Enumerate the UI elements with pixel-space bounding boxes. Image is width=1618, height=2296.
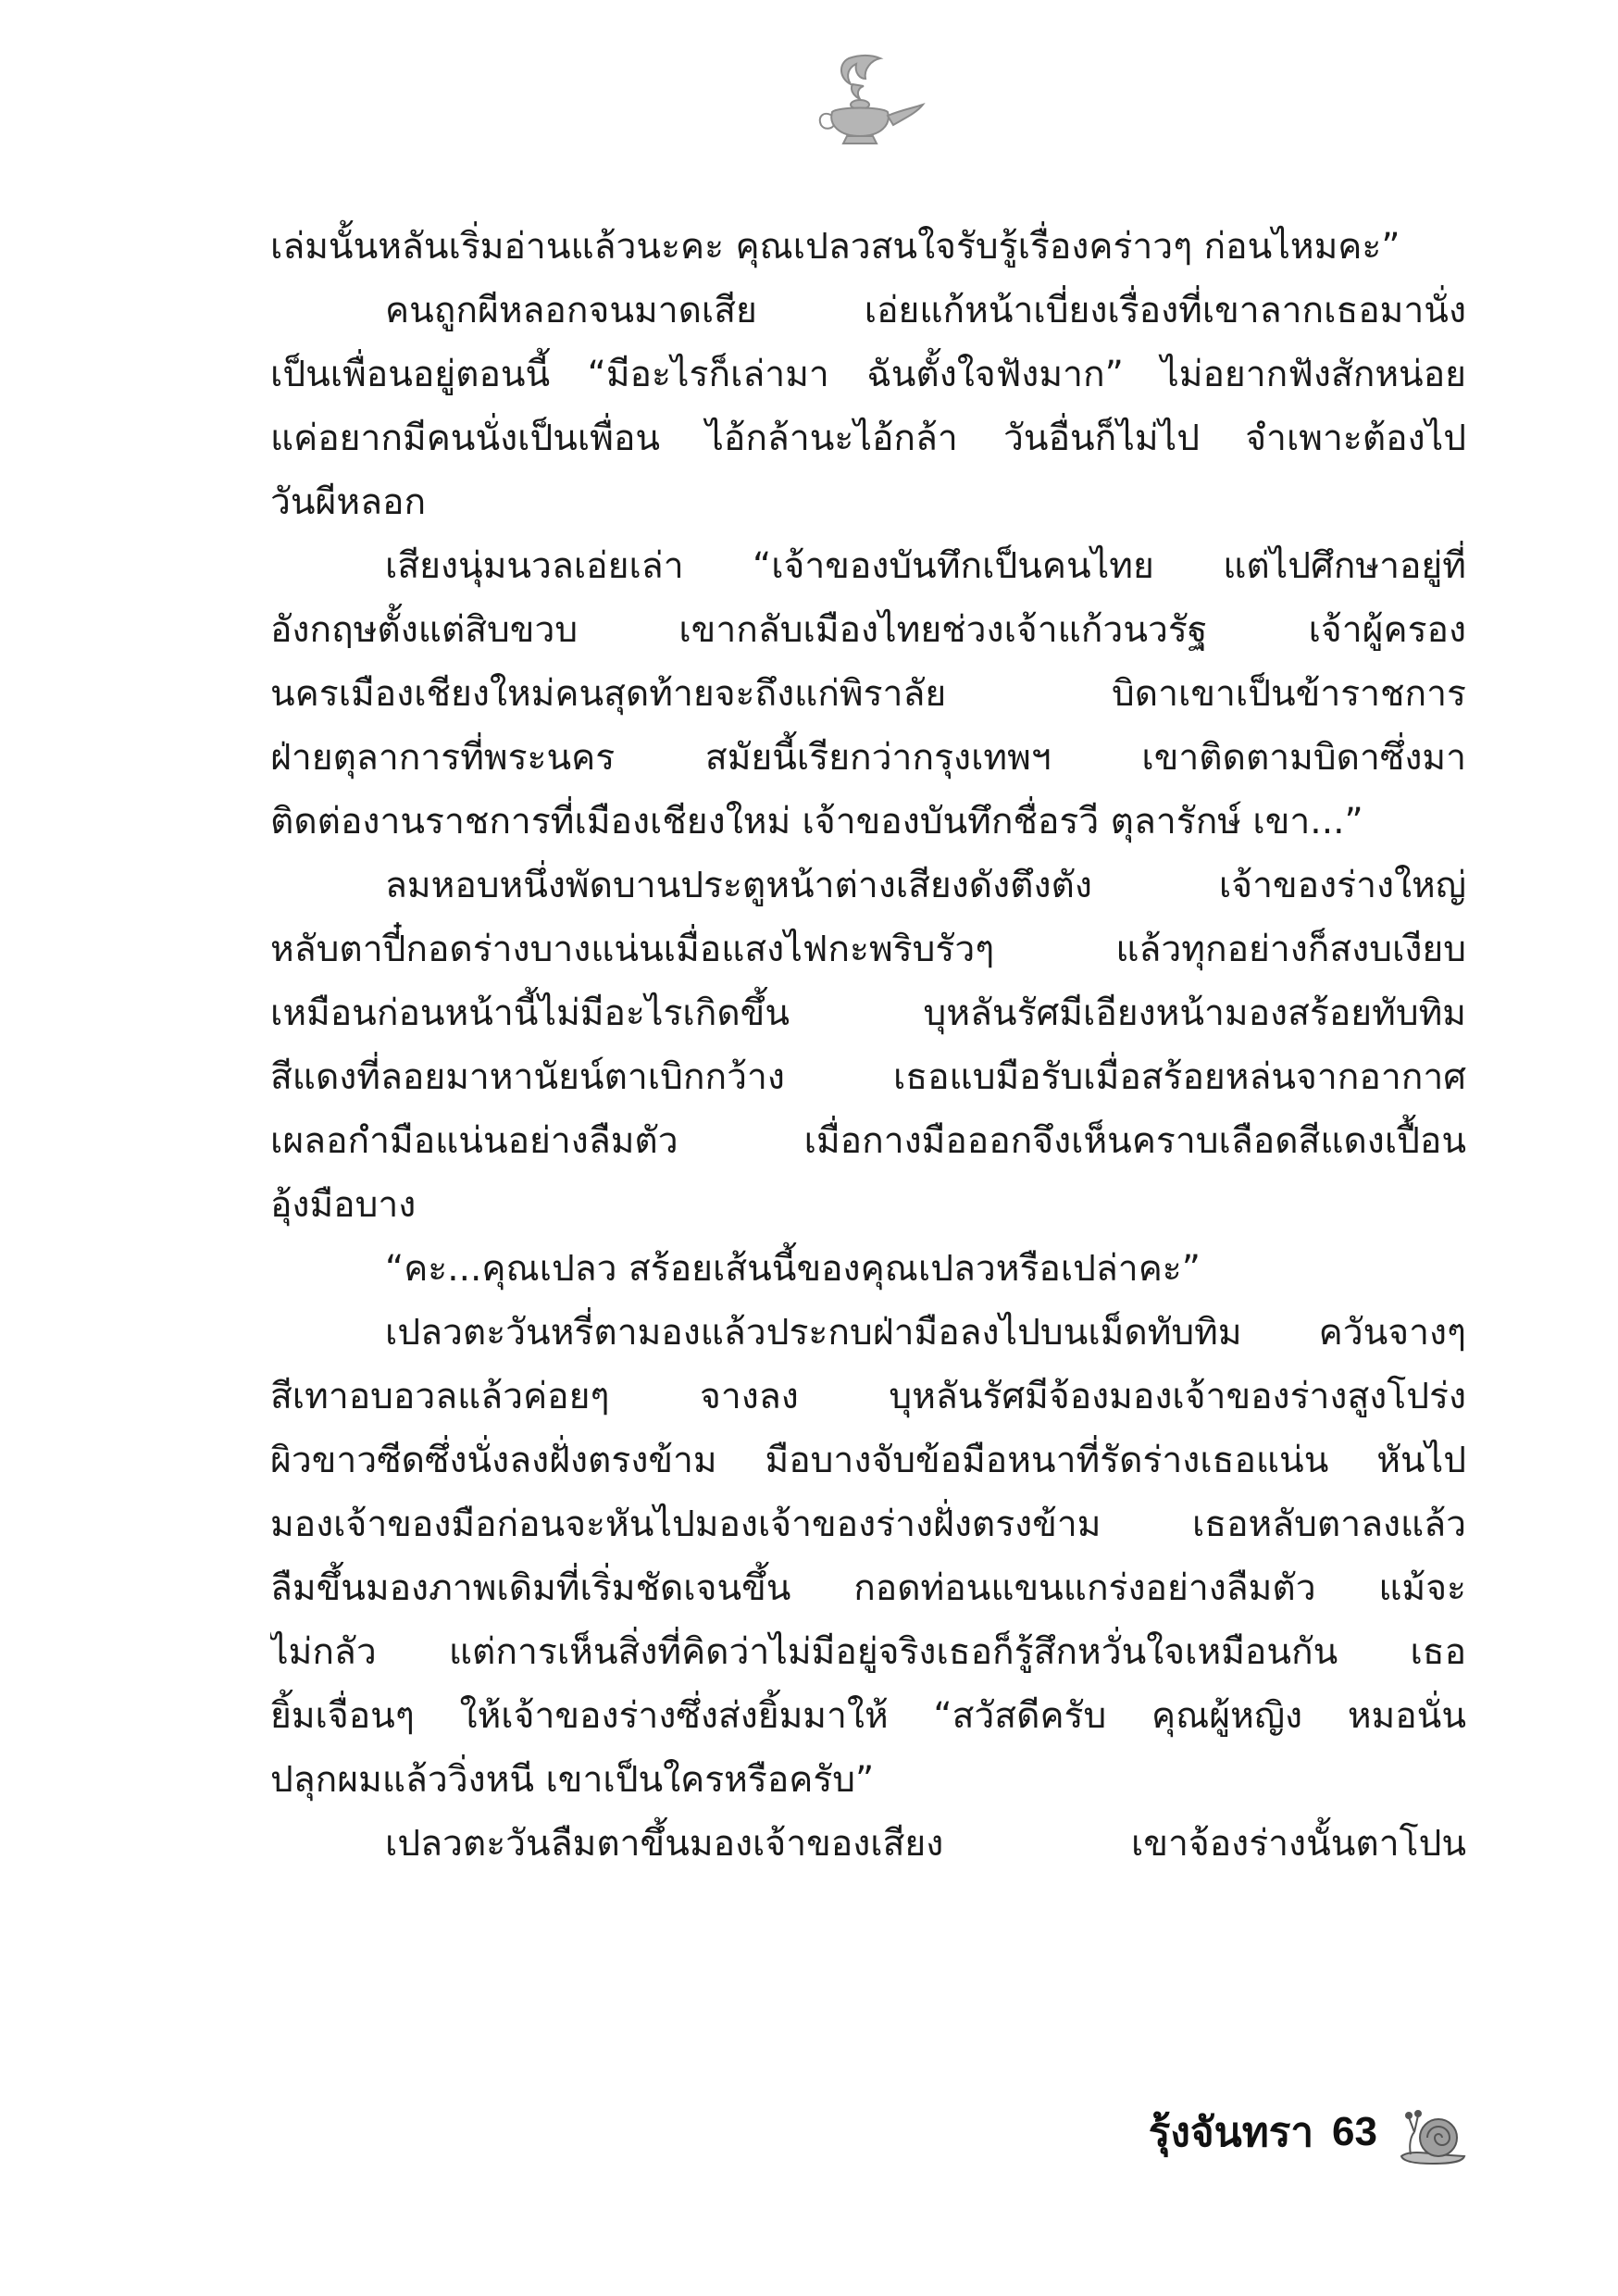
text-line: เผลอกำมือแน่นอย่างลืมตัว เมื่อกางมือออกจึงเห็นคราบเลือดสีแดงเปื้อน xyxy=(270,1120,1466,1162)
text-line: “คะ...คุณเปลว สร้อยเส้นนี้ของคุณเปลวหรือเปล่าคะ” xyxy=(385,1248,1201,1290)
text-line: ยิ้มเจื่อนๆ ให้เจ้าของร่างซึ่งส่งยิ้มมาให้ “สวัสดีครับ คุณผู้หญิง หมอนั่น xyxy=(270,1695,1466,1737)
text-line: นครเมืองเชียงใหม่คนสุดท้ายจะถึงแก่พิราลัย บิดาเขาเป็นข้าราชการ xyxy=(270,673,1466,715)
text-line: ปลุกผมแล้ววิ่งหนี เขาเป็นใครหรือครับ” xyxy=(270,1759,875,1801)
genie-lamp-icon xyxy=(791,51,930,162)
text-line: ติดต่องานราชการที่เมืองเชียงใหม่ เจ้าของบันทึกชื่อรวี ตุลารักษ์ เขา...” xyxy=(270,801,1363,842)
text-line: วันผีหลอก xyxy=(270,481,427,523)
text-line: ฝ่ายตุลาการที่พระนคร สมัยนี้เรียกว่ากรุงเทพฯ เขาติดตามบิดาซึ่งมา xyxy=(270,737,1466,779)
text-line: คนถูกผีหลอกจนมาดเสีย เอ่ยแก้หน้าเบี่ยงเรื่องที่เขาลากเธอมานั่ง xyxy=(385,290,1466,331)
body-text xyxy=(270,215,1466,1876)
page-footer xyxy=(1149,2090,1470,2174)
text-line: ไม่กลัว แต่การเห็นสิ่งที่คิดว่าไม่มีอยู่จริงเธอก็รู้สึกหวั่นใจเหมือนกัน เธอ xyxy=(270,1631,1466,1673)
page-number: 63 xyxy=(1332,2109,1377,2154)
text-line: มองเจ้าของมือก่อนจะหันไปมองเจ้าของร่างฝั่งตรงข้าม เธอหลับตาลงแล้ว xyxy=(270,1504,1466,1545)
text-line: อุ้งมือบาง xyxy=(270,1184,417,1226)
text-line: เป็นเพื่อนอยู่ตอนนี้ “มีอะไรก็เล่ามา ฉันตั้งใจฟังมาก” ไม่อยากฟังสักหน่อย xyxy=(270,354,1466,395)
text-line: อังกฤษตั้งแต่สิบขวบ เขากลับเมืองไทยช่วงเจ้าแก้วนวรัฐ เจ้าผู้ครอง xyxy=(270,609,1466,651)
book-title: รุ้งจันทรา xyxy=(1148,2109,1314,2156)
text-line: เล่มนั้นหลันเริ่มอ่านแล้วนะคะ คุณเปลวสนใจรับรู้เรื่องคร่าวๆ ก่อนไหมคะ” xyxy=(270,226,1400,268)
text-line: สีเทาอบอวลแล้วค่อยๆ จางลง บุหลันรัศมีจ้องมองเจ้าของร่างสูงโปร่ง xyxy=(270,1376,1466,1417)
text-line: เสียงนุ่มนวลเอ่ยเล่า “เจ้าของบันทึกเป็นคนไทย แต่ไปศึกษาอยู่ที่ xyxy=(385,545,1466,587)
text-line: เหมือนก่อนหน้านี้ไม่มีอะไรเกิดขึ้น บุหลันรัศมีเอียงหน้ามองสร้อยทับทิม xyxy=(270,992,1466,1034)
text-line: ลมหอบหนึ่งพัดบานประตูหน้าต่างเสียงดังตึงตัง เจ้าของร่างใหญ่ xyxy=(385,865,1466,906)
text-line: แค่อยากมีคนนั่งเป็นเพื่อน ไอ้กล้านะไอ้กล้า วันอื่นก็ไม่ไป จำเพาะต้องไป xyxy=(270,418,1466,459)
text-line: ผิวขาวซีดซึ่งนั่งลงฝั่งตรงข้าม มือบางจับข้อมือหนาที่รัดร่างเธอแน่น หันไป xyxy=(270,1440,1466,1481)
text-line: สีแดงที่ลอยมาหานัยน์ตาเบิกกว้าง เธอแบมือรับเมื่อสร้อยหล่นจากอากาศ xyxy=(270,1056,1466,1098)
text-line: หลับตาปี๋กอดร่างบางแน่นเมื่อแสงไฟกะพริบรัวๆ แล้วทุกอย่างก็สงบเงียบ xyxy=(270,929,1466,970)
text-line: เปลวตะวันลืมตาขึ้นมองเจ้าของเสียง เขาจ้องร่างนั้นตาโปน xyxy=(385,1823,1466,1865)
text-line: เปลวตะวันหรี่ตามองแล้วประกบฝ่ามือลงไปบนเม็ดทับทิม ควันจางๆ xyxy=(385,1312,1466,1354)
text-line: ลืมขึ้นมองภาพเดิมที่เริ่มชัดเจนขึ้น กอดท่อนแขนแกร่งอย่างลืมตัว แม้จะ xyxy=(270,1567,1466,1609)
snail-icon xyxy=(1396,2095,1470,2169)
